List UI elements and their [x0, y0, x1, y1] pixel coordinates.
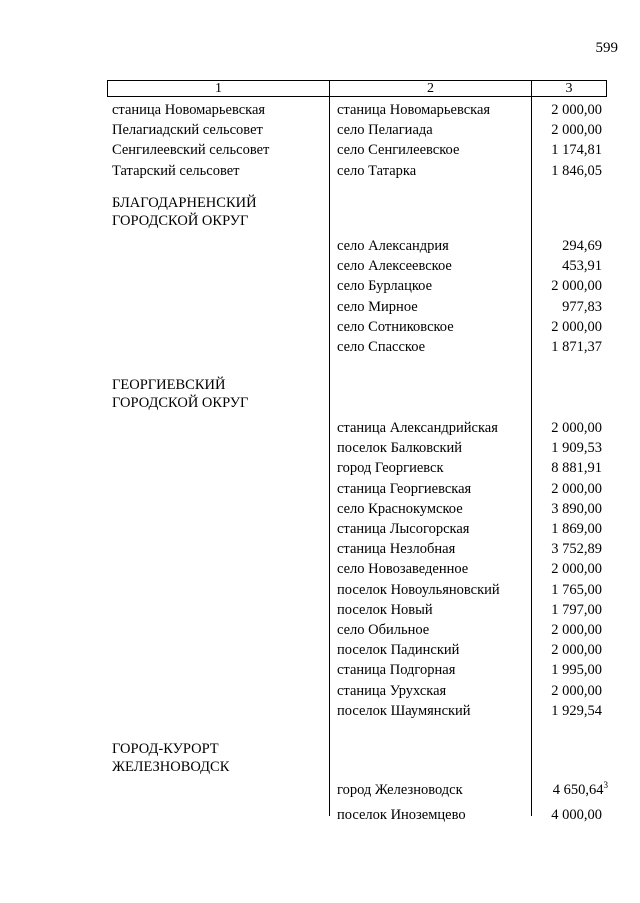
value-cell — [551, 519, 602, 539]
value-text: 2 000,00 — [551, 642, 602, 659]
value-text: 977,83 — [562, 298, 602, 315]
value-text: 8 881,91 — [551, 460, 602, 477]
value-cell — [551, 559, 602, 579]
section-title: БЛАГОДАРНЕНСКИЙ — [112, 195, 257, 211]
district-cell: Татарский сельсовет — [112, 162, 240, 179]
settlement-cell: станица Лысогорская — [337, 521, 470, 537]
value-text: 2 000,00 — [551, 278, 602, 295]
section-title: ГОРОДСКОЙ ОКРУГ — [112, 395, 249, 411]
value-text: 2 000,00 — [551, 480, 602, 497]
settlement-cell: село Бурлацкое — [337, 278, 433, 295]
settlement-cell: поселок Новый — [337, 601, 433, 618]
table-header — [107, 80, 607, 97]
value-text: 1 765,00 — [551, 581, 602, 598]
settlement-cell: село Краснокумское — [337, 500, 463, 517]
value-cell: 1 174,81 — [551, 142, 602, 159]
settlement-cell: поселок Иноземцево — [337, 806, 466, 823]
value-text: 3 890,00 — [551, 500, 602, 517]
value-text: 1 797,00 — [551, 601, 602, 618]
settlement-cell: город Железноводск — [337, 782, 463, 798]
value-cell — [562, 236, 602, 256]
settlement-cell: село Новозаведенное — [337, 561, 469, 578]
column-header-1: 1 — [108, 81, 330, 96]
settlement-cell: станица Новомарьевская — [337, 102, 491, 118]
value-text: 3 752,89 — [551, 541, 602, 558]
section-title: ЖЕЛЕЗНОВОДСК — [112, 759, 230, 775]
settlement-cell: станица Александрийская — [337, 420, 498, 436]
value-cell — [551, 620, 602, 640]
value-cell — [551, 276, 602, 296]
value-cell — [551, 660, 602, 680]
settlement-cell: поселок Новоульяновский — [337, 581, 500, 598]
value-cell: 1 846,05 — [551, 162, 602, 179]
value-cell — [551, 438, 602, 458]
page-number: 599 — [595, 40, 618, 56]
settlement-cell: село Обильное — [337, 622, 430, 638]
settlement-cell: село Спасское — [337, 339, 426, 355]
value-text: 2 000,00 — [551, 622, 602, 638]
value-cell — [551, 681, 602, 701]
settlement-cell: поселок Балковский — [337, 440, 463, 457]
settlement-cell: село Сотниковское — [337, 318, 454, 335]
value-cell — [551, 539, 602, 559]
column-header-2: 2 — [330, 81, 532, 96]
section-title: ГОРОДСКОЙ ОКРУГ — [112, 213, 249, 229]
section-title: ГЕОРГИЕВСКИЙ — [112, 377, 226, 393]
value-cell — [551, 317, 602, 337]
value-cell — [551, 701, 602, 721]
value-cell — [551, 418, 602, 438]
column-header-3: 3 — [565, 81, 573, 96]
district-cell: Пелагиадский сельсовет — [112, 122, 263, 139]
value-text: 2 000,00 — [551, 420, 602, 436]
value-cell: 2 000,00 — [551, 102, 602, 118]
value-text: 453,91 — [562, 258, 602, 275]
value-text: 4 000,00 — [551, 806, 602, 823]
district-cell: станица Новомарьевская — [112, 102, 266, 118]
value-cell — [551, 499, 602, 519]
settlement-cell: село Александрия — [337, 238, 449, 254]
value-cell — [551, 337, 602, 357]
column-divider-1 — [329, 96, 330, 816]
value-text: 1 869,00 — [551, 521, 602, 537]
value-cell — [551, 458, 602, 478]
settlement-cell: станица Незлобная — [337, 541, 456, 558]
settlement-cell: село Мирное — [337, 298, 418, 315]
value-cell — [551, 580, 602, 600]
value-text: 2 000,00 — [551, 318, 602, 335]
value-cell — [551, 600, 602, 620]
value-text: 1 995,00 — [551, 662, 602, 679]
value-cell — [551, 479, 602, 499]
settlement-cell: поселок Шаумянский — [337, 702, 471, 719]
value-cell — [551, 805, 602, 825]
value-cell: 2 000,00 — [551, 122, 602, 139]
value-text: 1 929,54 — [551, 702, 602, 719]
value-text: 2 000,00 — [551, 561, 602, 578]
value-text: 294,69 — [562, 238, 602, 254]
settlement-cell: поселок Падинский — [337, 642, 460, 659]
value-cell — [562, 297, 602, 317]
column-divider-2 — [531, 96, 532, 816]
settlement-cell: город Георгиевск — [337, 460, 444, 477]
settlement-cell: станица Георгиевская — [337, 480, 472, 497]
value-cell — [553, 780, 608, 800]
district-cell: Сенгилеевский сельсовет — [112, 142, 270, 159]
footnote-marker: 3 — [603, 780, 608, 790]
settlement-cell: село Сенгилеевское — [337, 142, 460, 159]
value-text: 4 650,64 — [552, 782, 604, 798]
settlement-cell: село Пелагиада — [337, 122, 433, 139]
value-cell — [562, 256, 602, 276]
value-text: 1 871,37 — [551, 339, 602, 355]
section-title: ГОРОД-КУРОРТ — [112, 741, 219, 757]
value-text: 1 909,53 — [551, 440, 602, 457]
settlement-cell: станица Подгорная — [337, 662, 456, 679]
settlement-cell: станица Урухская — [337, 682, 447, 699]
settlement-cell: село Алексеевское — [337, 258, 452, 275]
value-cell — [551, 640, 602, 660]
value-text: 2 000,00 — [551, 682, 602, 699]
settlement-cell: село Татарка — [337, 162, 417, 179]
